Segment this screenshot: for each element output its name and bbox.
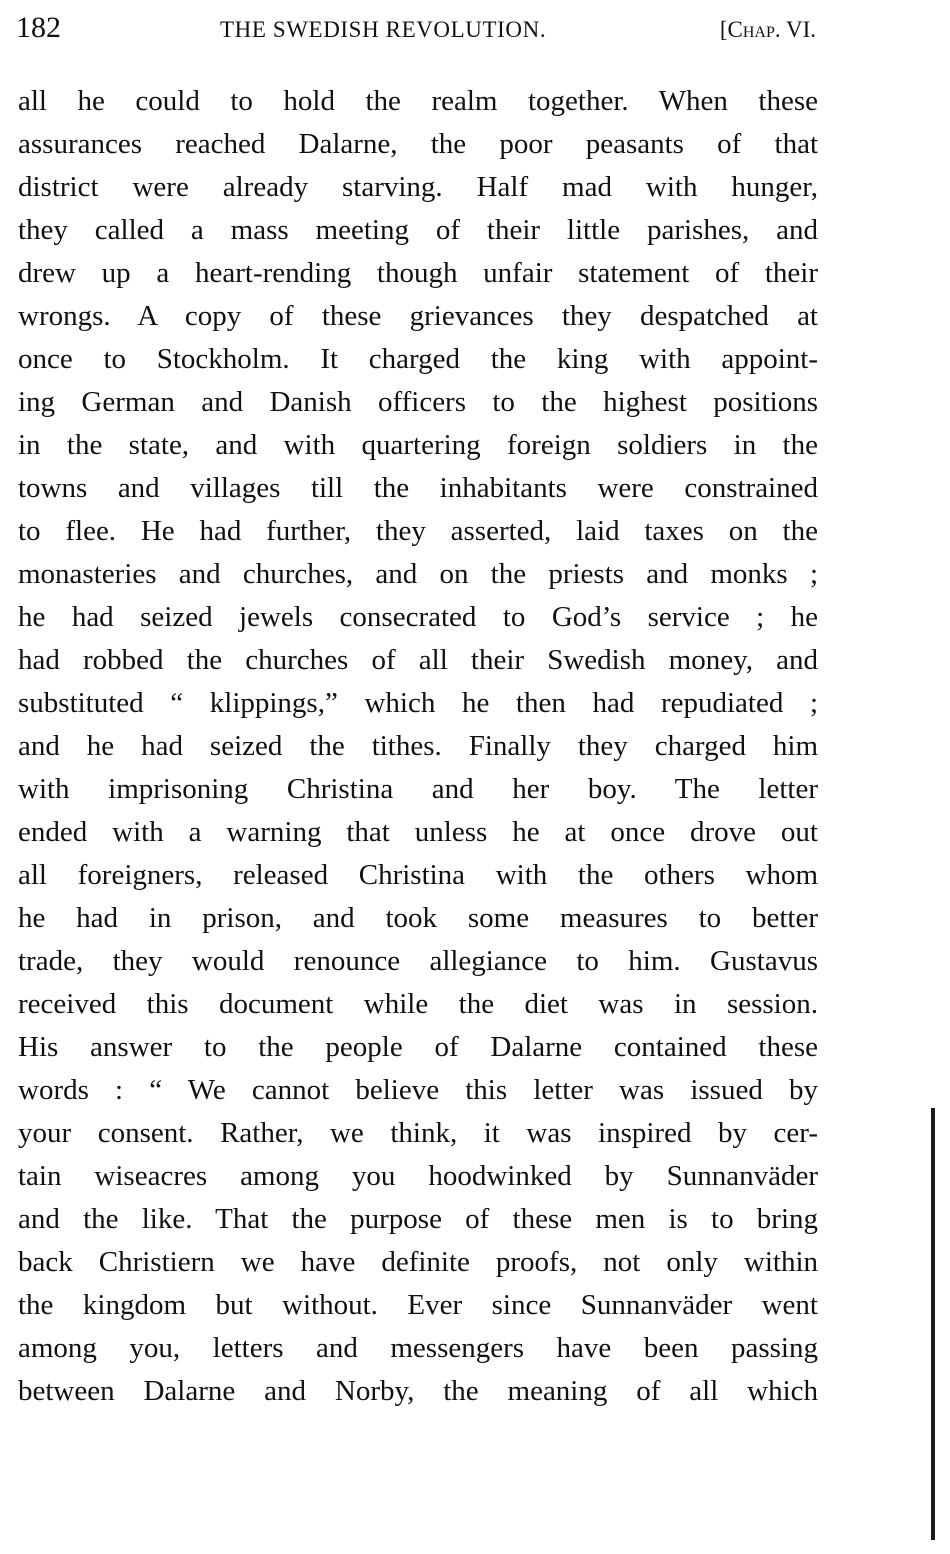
text-line: substituted “ klippings,” which he then had repudiated ; <box>18 687 818 719</box>
text-line: and he had seized the tithes. Finally they charged him <box>18 730 818 762</box>
page-edge-shadow <box>931 1108 935 1540</box>
text-line: among you, letters and messengers have been passing <box>18 1332 818 1364</box>
body-text <box>18 80 818 1413</box>
text-line: with imprisoning Christina and her boy. The letter <box>18 773 818 805</box>
running-head <box>16 10 816 50</box>
text-line: they called a mass meeting of their little parishes, and <box>18 214 818 246</box>
text-line: tain wiseacres among you hoodwinked by Sunnanväder <box>18 1160 818 1192</box>
text-line: words : “ We cannot believe this letter was issued by <box>18 1074 818 1106</box>
text-line: back Christiern we have definite proofs, not only within <box>18 1246 818 1278</box>
text-line: ended with a warning that unless he at once drove out <box>18 816 818 848</box>
text-line: trade, they would renounce allegiance to him. Gustavus <box>18 945 818 977</box>
text-line: drew up a heart-rending though unfair statement of their <box>18 257 818 289</box>
page-number: 182 <box>16 11 61 44</box>
text-line: he had in prison, and took some measures to better <box>18 902 818 934</box>
text-line: all foreigners, released Christina with the others whom <box>18 859 818 891</box>
text-line: received this document while the diet was in session. <box>18 988 818 1020</box>
text-line: His answer to the people of Dalarne contained these <box>18 1031 818 1063</box>
text-line: in the state, and with quartering foreign soldiers in the <box>18 429 818 461</box>
text-line: to flee. He had further, they asserted, laid taxes on the <box>18 515 818 547</box>
text-line: district were already starving. Half mad with hunger, <box>18 171 818 203</box>
text-line: all he could to hold the realm together. When these <box>18 85 818 117</box>
text-line: assurances reached Dalarne, the poor peasants of that <box>18 128 818 160</box>
text-line: once to Stockholm. It charged the king with appoint- <box>18 343 818 375</box>
text-line: wrongs. A copy of these grievances they despatched at <box>18 300 818 332</box>
text-line: and the like. That the purpose of these men is to bring <box>18 1203 818 1235</box>
running-title: THE SWEDISH REVOLUTION. <box>220 17 547 42</box>
text-line: towns and villages till the inhabitants were constrained <box>18 472 818 504</box>
text-line: between Dalarne and Norby, the meaning of all which <box>18 1375 818 1407</box>
text-line: the kingdom but without. Ever since Sunnanväder went <box>18 1289 818 1321</box>
text-line: had robbed the churches of all their Swedish money, and <box>18 644 818 676</box>
text-line: ing German and Danish officers to the highest positions <box>18 386 818 418</box>
text-line: your consent. Rather, we think, it was inspired by cer- <box>18 1117 818 1149</box>
chapter-label: [Chap. VI. <box>719 17 816 42</box>
text-line: he had seized jewels consecrated to God’s service ; he <box>18 601 818 633</box>
text-line: monasteries and churches, and on the priests and monks ; <box>18 558 818 590</box>
